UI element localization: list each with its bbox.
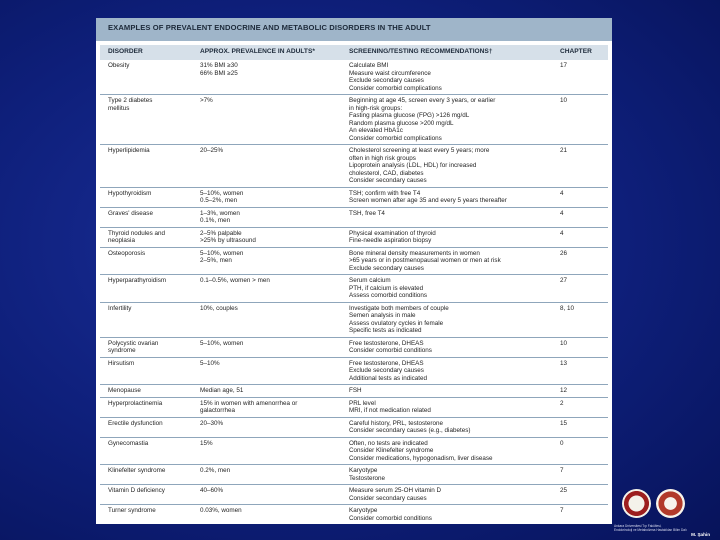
cell-chapter: 4 xyxy=(560,209,564,217)
cell-chapter: 15 xyxy=(560,419,568,427)
table-row xyxy=(100,95,608,145)
cell-prevalence xyxy=(200,360,348,368)
cell-prevalence-line: 31% BMI ≥30 xyxy=(200,62,238,69)
table-row xyxy=(100,60,608,95)
cell-disorder xyxy=(108,97,204,112)
cell-prevalence xyxy=(200,487,348,495)
cell-chapter: 4 xyxy=(560,229,564,237)
cell-prevalence-line: >25% by ultrasound xyxy=(200,237,256,244)
cell-prevalence xyxy=(200,250,348,265)
cell-prevalence xyxy=(200,400,348,415)
cell-screening-line: Lipoprotein analysis (LDL, HDL) for increased xyxy=(349,162,477,169)
cell-screening-line: Often, no tests are indicated xyxy=(349,439,428,447)
cell-screening-line: Cholesterol screening at least every 5 years; more xyxy=(349,147,490,154)
cell-disorder xyxy=(108,250,204,258)
cell-prevalence xyxy=(200,277,348,285)
cell-disorder xyxy=(108,62,204,70)
cell-disorder-line: Hyperlipidemia xyxy=(108,147,150,154)
cell-screening-line: FSH xyxy=(349,387,362,394)
table-row xyxy=(100,418,608,438)
institution-line-1: Ankara Üniversitesi Tıp Fakültesi, xyxy=(614,524,662,528)
cell-disorder xyxy=(108,387,204,395)
cell-prevalence-line: 5–10%, women xyxy=(200,339,244,347)
cell-screening-line: Fine-needle aspiration biopsy xyxy=(349,237,432,244)
cell-disorder-line: neoplasia xyxy=(108,237,135,244)
cell-screening xyxy=(349,97,555,142)
cell-disorder-line: Infertility xyxy=(108,304,132,312)
cell-screening xyxy=(349,277,555,300)
cell-disorder-line: Graves' disease xyxy=(108,209,153,217)
table-body xyxy=(100,60,608,524)
cell-screening-line: Consider Klinefelter syndrome xyxy=(349,447,434,454)
cell-screening-line: in high-risk groups: xyxy=(349,104,403,112)
cell-screening-line: Karyotype xyxy=(349,507,378,514)
cell-screening-line: PTH, if calcium is elevated xyxy=(349,284,424,292)
table-page xyxy=(96,18,612,524)
table-row xyxy=(100,248,608,276)
institution-text xyxy=(614,524,718,532)
cell-chapter: 2 xyxy=(560,399,564,407)
faculty-seal-icon xyxy=(656,489,685,518)
cell-screening-line: An elevated HbA1c xyxy=(349,127,403,134)
cell-prevalence xyxy=(200,190,348,205)
cell-disorder-line: Hirsutism xyxy=(108,359,135,367)
cell-prevalence xyxy=(200,147,348,155)
cell-screening-line: Consider secondary causes (e.g., diabetes) xyxy=(349,427,471,434)
cell-screening-line: Consider comorbid conditions xyxy=(349,347,432,354)
cell-disorder-line: Erectile dysfunction xyxy=(108,419,163,427)
cell-chapter: 7 xyxy=(560,507,564,514)
cell-screening-line: Consider comorbid complications xyxy=(349,134,442,142)
cell-screening-line: often in high risk groups xyxy=(349,154,416,162)
cell-prevalence-line: 0.03%, women xyxy=(200,507,242,514)
cell-prevalence-line: 0.5–2%, men xyxy=(200,197,238,204)
cell-prevalence-line: 20–25% xyxy=(200,147,224,154)
cell-disorder xyxy=(108,340,204,355)
cell-screening xyxy=(349,467,555,482)
cell-prevalence-line: 5–10%, women xyxy=(200,249,244,257)
header-screening: SCREENING/TESTING RECOMMENDATIONS† xyxy=(349,48,493,55)
cell-disorder-line: syndrome xyxy=(108,347,136,354)
table-row xyxy=(100,303,608,338)
cell-screening xyxy=(349,340,555,355)
cell-disorder xyxy=(108,400,204,408)
table-row xyxy=(100,208,608,228)
cell-prevalence xyxy=(200,340,348,348)
cell-disorder xyxy=(108,440,204,448)
cell-screening-line: Bone mineral density measurements in women xyxy=(349,249,480,257)
cell-screening-line: Investigate both members of couple xyxy=(349,304,449,312)
cell-prevalence-line: 2–5%, men xyxy=(200,257,232,264)
cell-disorder-line: mellitus xyxy=(108,104,130,112)
cell-screening xyxy=(349,507,555,522)
cell-disorder-line: Thyroid nodules and xyxy=(108,229,166,237)
table-row xyxy=(100,188,608,208)
cell-disorder-line: Klinefelter syndrome xyxy=(108,467,166,474)
cell-screening-line: Beginning at age 45, screen every 3 years, or earlier xyxy=(349,97,496,104)
cell-prevalence-line: 0.1%, men xyxy=(200,217,231,224)
cell-screening-line: Assess comorbid conditions xyxy=(349,292,428,299)
cell-screening-line: TSH, free T4 xyxy=(349,209,385,217)
cell-screening-line: Measure serum 25-OH vitamin D xyxy=(349,487,442,494)
cell-disorder-line: Menopause xyxy=(108,387,141,394)
cell-disorder xyxy=(108,305,204,313)
cell-screening-line: Exclude secondary causes xyxy=(349,264,424,272)
cell-disorder xyxy=(108,507,204,515)
table-row xyxy=(100,438,608,466)
table-title: EXAMPLES OF PREVALENT ENDOCRINE AND METABOLIC DISORDERS IN THE ADULT xyxy=(96,18,612,41)
cell-disorder xyxy=(108,467,204,475)
cell-chapter: 10 xyxy=(560,97,568,104)
cell-screening-line: Additional tests as indicated xyxy=(349,374,428,382)
cell-screening-line: Consider secondary causes xyxy=(349,494,427,502)
footer-branding xyxy=(612,487,720,540)
cell-disorder-line: Type 2 diabetes xyxy=(108,97,153,104)
cell-screening xyxy=(349,487,555,502)
cell-prevalence-line: 5–10%, women xyxy=(200,189,244,197)
institution-line-2: Endokrinoloji ve Metabolizma Hastalıkları Bilim Dalı xyxy=(614,528,687,532)
cell-screening xyxy=(349,147,555,185)
cell-chapter: 12 xyxy=(560,387,568,394)
university-seal-icon xyxy=(622,489,651,518)
table-header xyxy=(100,45,608,60)
cell-disorder xyxy=(108,487,204,495)
table-row xyxy=(100,385,608,398)
cell-prevalence xyxy=(200,420,348,428)
cell-screening-line: Physical examination of thyroid xyxy=(349,229,436,237)
cell-screening-line: Measure waist circumference xyxy=(349,69,431,77)
cell-screening xyxy=(349,62,555,92)
cell-chapter: 17 xyxy=(560,62,568,69)
cell-prevalence-line: 0.2%, men xyxy=(200,467,231,474)
cell-disorder xyxy=(108,230,204,245)
cell-screening-line: Fasting plasma glucose (FPG) >126 mg/dL xyxy=(349,112,470,119)
cell-prevalence-line: 15% in women with amenorrhea or xyxy=(200,399,298,407)
cell-screening-line: PRL level xyxy=(349,399,376,407)
cell-disorder-line: Hyperprolactinemia xyxy=(108,399,163,407)
header-chapter: CHAPTER xyxy=(560,48,592,55)
cell-screening-line: Random plasma glucose >200 mg/dL xyxy=(349,119,454,127)
cell-disorder-line: Hypothyroidism xyxy=(108,189,152,197)
cell-screening-line: >65 years or in postmenopausal women or men at risk xyxy=(349,257,501,264)
cell-screening-line: Specific tests as indicated xyxy=(349,327,422,334)
table-row xyxy=(100,485,608,505)
cell-screening-line: Serum calcium xyxy=(349,277,391,284)
cell-screening xyxy=(349,305,555,335)
header-disorder: DISORDER xyxy=(108,48,143,55)
author-name: M. Şahin xyxy=(691,532,710,537)
cell-screening-line: Consider comorbid complications xyxy=(349,84,442,92)
cell-prevalence-line: 15% xyxy=(200,439,213,447)
cell-chapter: 26 xyxy=(560,249,568,257)
cell-prevalence xyxy=(200,62,348,77)
cell-chapter: 0 xyxy=(560,439,564,447)
cell-screening xyxy=(349,387,555,395)
cell-screening-line: Assess ovulatory cycles in female xyxy=(349,319,444,327)
cell-disorder xyxy=(108,420,204,428)
cell-screening-line: Exclude secondary causes xyxy=(349,367,424,374)
cell-disorder-line: Hyperparathyroidism xyxy=(108,277,167,284)
cell-screening-line: Semen analysis in male xyxy=(349,312,416,319)
cell-prevalence xyxy=(200,507,348,515)
cell-chapter: 21 xyxy=(560,147,568,154)
cell-disorder-line: Osteoporosis xyxy=(108,249,146,257)
cell-screening-line: Calculate BMI xyxy=(349,62,389,69)
cell-screening xyxy=(349,440,555,463)
cell-chapter: 13 xyxy=(560,359,568,367)
cell-chapter: 25 xyxy=(560,487,568,494)
cell-prevalence-line: >7% xyxy=(200,97,213,104)
cell-screening xyxy=(349,400,555,415)
cell-screening-line: Free testosterone, DHEAS xyxy=(349,359,424,367)
cell-screening-line: TSH; confirm with free T4 xyxy=(349,189,421,197)
cell-prevalence xyxy=(200,387,348,395)
cell-screening-line: cholesterol, CAD, diabetes xyxy=(349,169,424,177)
cell-prevalence xyxy=(200,210,348,225)
cell-chapter: 4 xyxy=(560,189,564,197)
table-row xyxy=(100,145,608,188)
cell-disorder-line: Gynecomastia xyxy=(108,439,149,447)
cell-screening-line: MRI, if not medication related xyxy=(349,407,431,414)
cell-screening xyxy=(349,190,555,205)
cell-disorder xyxy=(108,210,204,218)
cell-prevalence xyxy=(200,97,348,105)
cell-chapter: 7 xyxy=(560,467,564,474)
cell-screening xyxy=(349,420,555,435)
cell-screening-line: Karyotype xyxy=(349,467,378,474)
table-row xyxy=(100,505,608,524)
header-prevalence: APPROX. PREVALENCE IN ADULTS* xyxy=(200,48,315,55)
cell-prevalence-line: 10%, couples xyxy=(200,304,238,312)
cell-screening-line: Consider comorbid conditions xyxy=(349,514,432,522)
table-row xyxy=(100,358,608,386)
cell-screening xyxy=(349,250,555,273)
cell-screening xyxy=(349,360,555,383)
cell-screening-line: Testosterone xyxy=(349,474,386,482)
table-row xyxy=(100,275,608,303)
table-row xyxy=(100,398,608,418)
table-row xyxy=(100,338,608,358)
cell-chapter: 10 xyxy=(560,339,568,347)
cell-disorder xyxy=(108,360,204,368)
cell-prevalence-line: galactorrhea xyxy=(200,407,236,414)
cell-screening-line: Exclude secondary causes xyxy=(349,77,424,84)
cell-prevalence xyxy=(200,467,348,475)
cell-prevalence-line: 40–60% xyxy=(200,487,224,494)
table-row xyxy=(100,228,608,248)
cell-prevalence-line: 5–10% xyxy=(200,359,220,367)
cell-disorder-line: Obesity xyxy=(108,62,130,69)
cell-screening xyxy=(349,230,555,245)
cell-screening-line: Consider secondary causes xyxy=(349,177,427,184)
cell-chapter: 8, 10 xyxy=(560,304,575,312)
cell-screening-line: Careful history, PRL, testosterone xyxy=(349,419,444,427)
cell-disorder xyxy=(108,190,204,198)
cell-disorder-line: Vitamin D deficiency xyxy=(108,487,165,494)
cell-disorder xyxy=(108,147,204,155)
cell-prevalence xyxy=(200,230,348,245)
cell-screening-line: Consider medications, hypogonadism, liver disease xyxy=(349,454,493,462)
cell-prevalence xyxy=(200,440,348,448)
cell-prevalence-line: 20–30% xyxy=(200,419,224,427)
cell-screening xyxy=(349,210,555,218)
cell-disorder-line: Turner syndrome xyxy=(108,507,156,514)
cell-prevalence-line: 66% BMI ≥25 xyxy=(200,69,238,77)
cell-chapter: 27 xyxy=(560,277,568,284)
cell-screening-line: Free testosterone, DHEAS xyxy=(349,339,424,347)
cell-prevalence-line: 2–5% palpable xyxy=(200,229,242,237)
cell-screening-line: Screen women after age 35 and every 5 years thereafter xyxy=(349,197,507,204)
cell-prevalence-line: Median age, 51 xyxy=(200,387,244,394)
cell-prevalence xyxy=(200,305,348,313)
cell-disorder xyxy=(108,277,204,285)
cell-disorder-line: Polycystic ovarian xyxy=(108,339,159,347)
table-row xyxy=(100,465,608,485)
cell-prevalence-line: 1–3%, women xyxy=(200,209,240,217)
cell-prevalence-line: 0.1–0.5%, women > men xyxy=(200,277,270,284)
